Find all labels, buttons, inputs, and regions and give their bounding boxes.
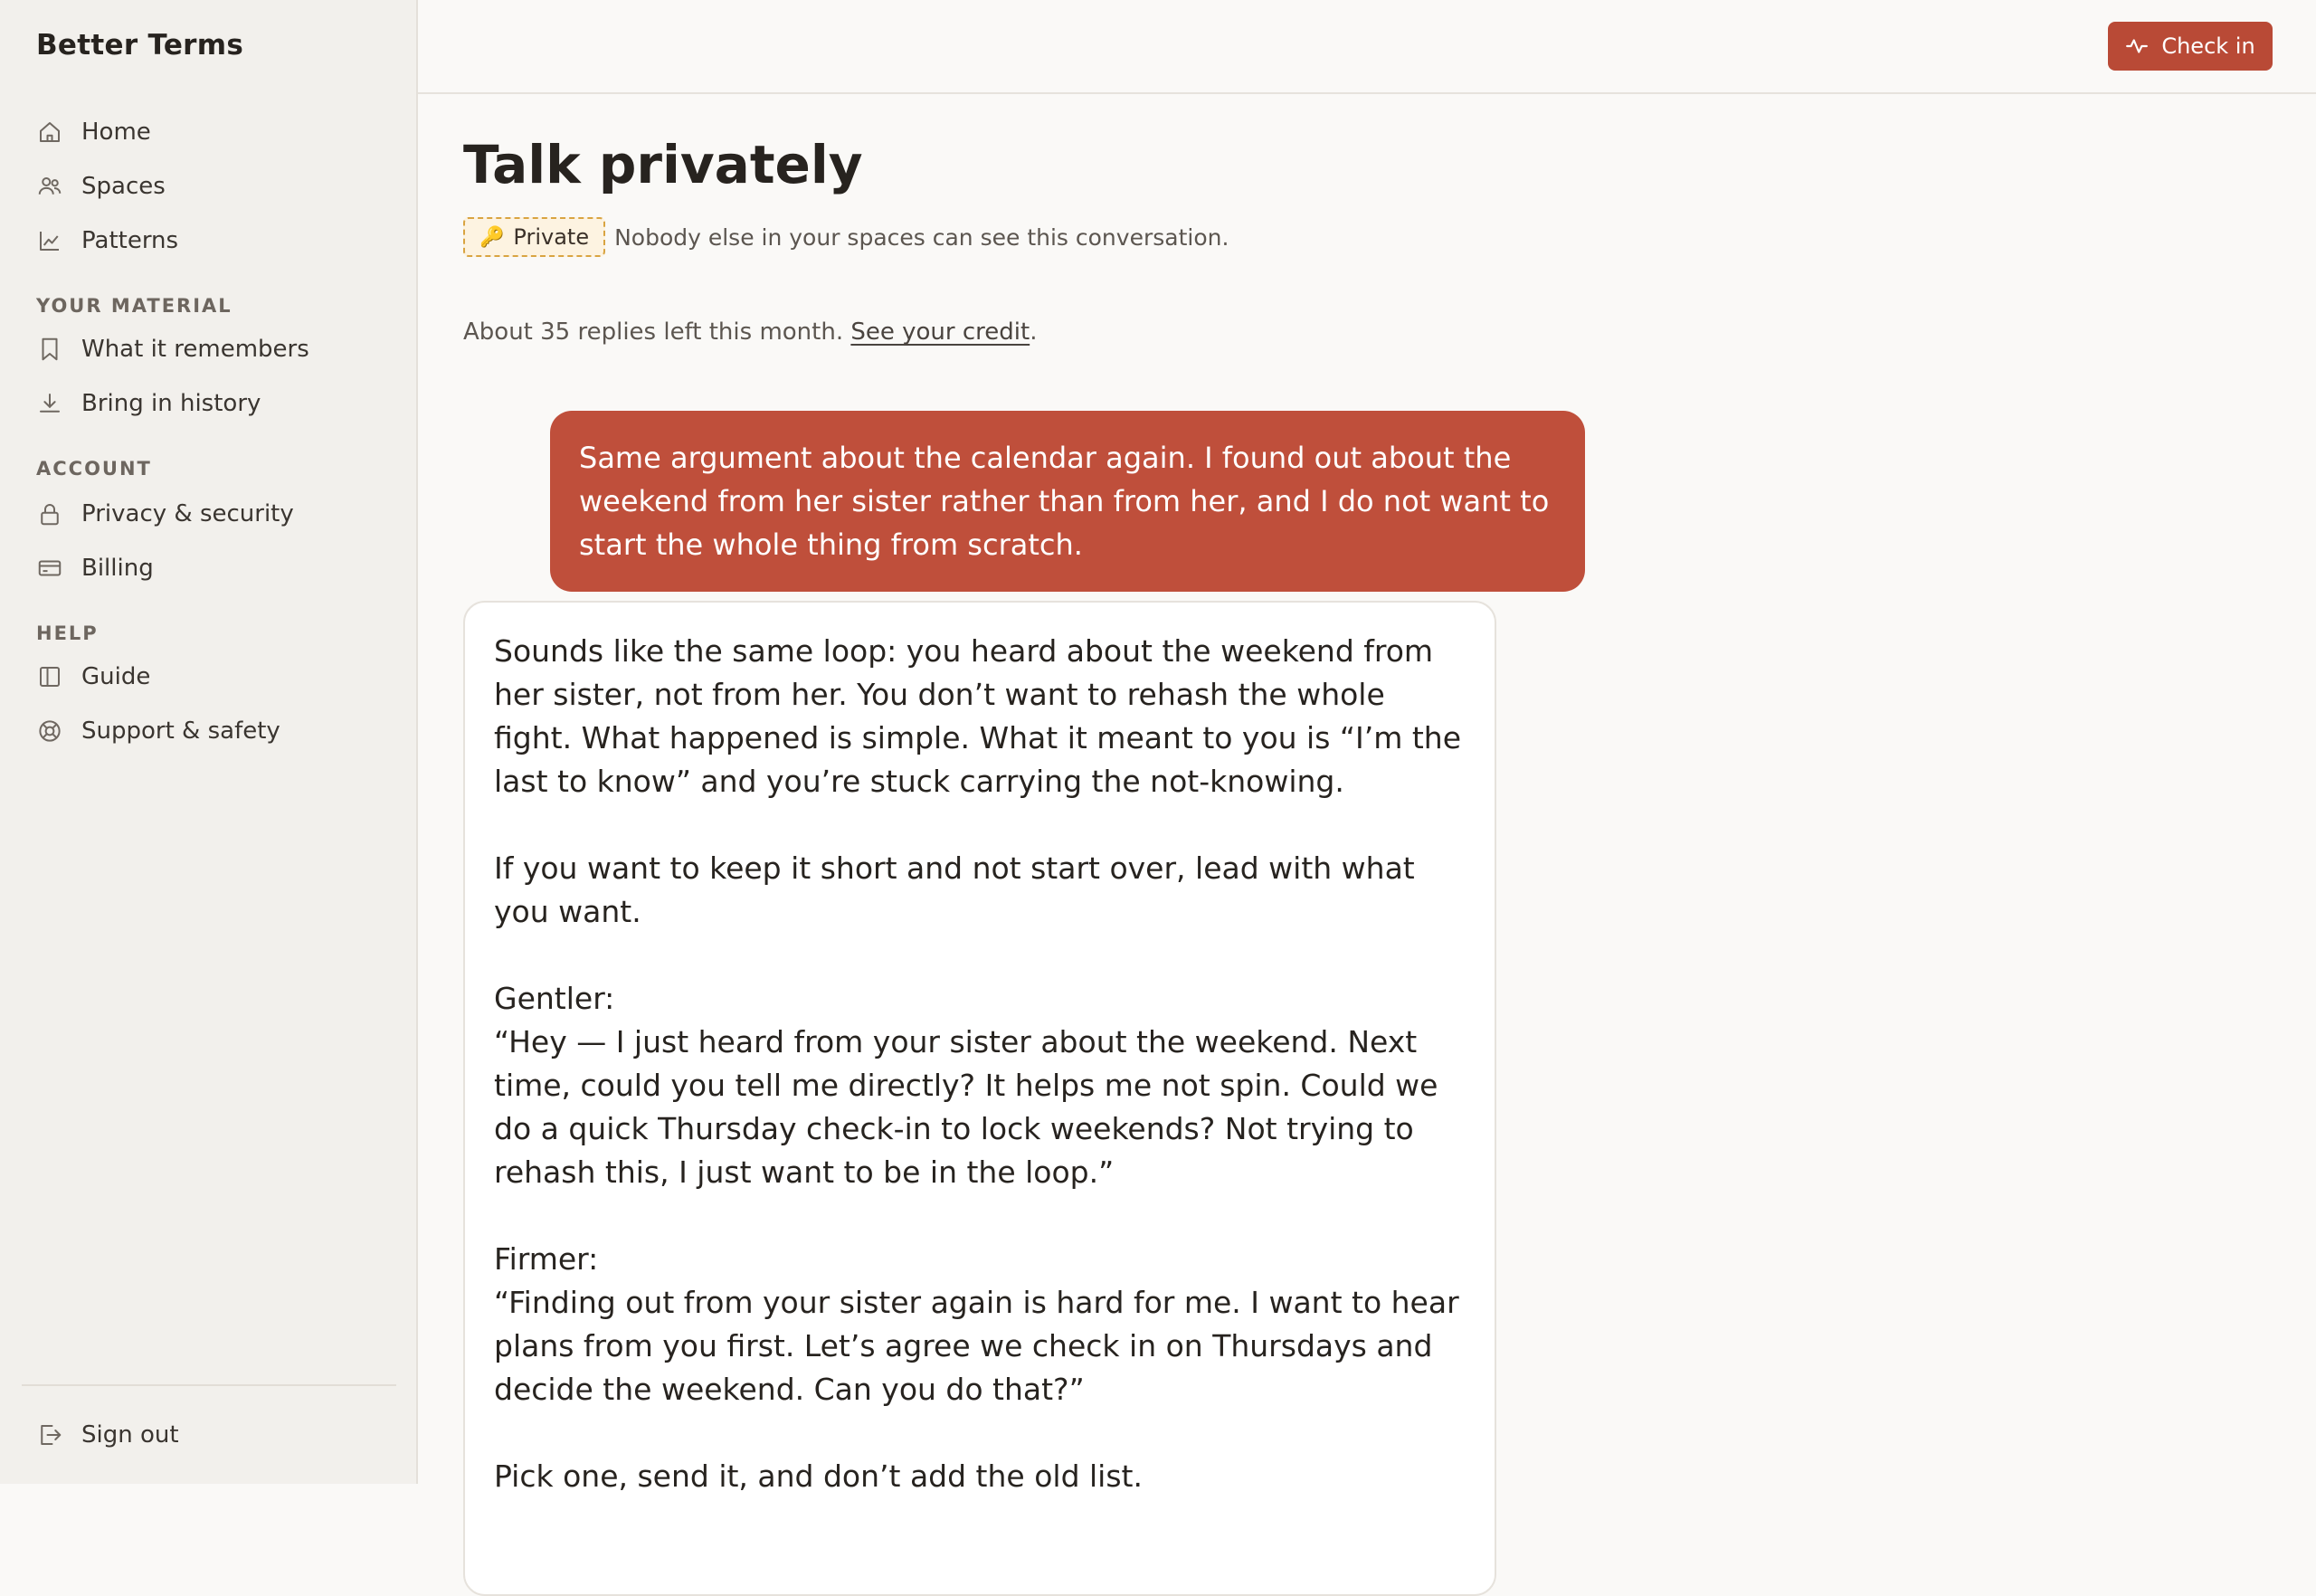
sidebar-item-patterns[interactable] bbox=[36, 219, 398, 262]
privacy-row bbox=[463, 217, 1229, 257]
sidebar-item-label: Billing bbox=[81, 555, 154, 582]
credit-end: . bbox=[1030, 318, 1038, 346]
page-title: Talk privately bbox=[463, 134, 863, 195]
sign-out-button[interactable] bbox=[36, 1413, 398, 1457]
sidebar-item-label: Support & safety bbox=[81, 717, 280, 745]
section-label-account: ACCOUNT bbox=[36, 458, 152, 480]
sidebar-item-label: Guide bbox=[81, 663, 151, 690]
home-icon bbox=[36, 119, 63, 146]
pulse-icon bbox=[2125, 34, 2149, 58]
privacy-note: Nobody else in your spaces can see this conversation. bbox=[614, 223, 1229, 251]
download-icon bbox=[36, 390, 63, 417]
sidebar-item-label: Spaces bbox=[81, 173, 166, 200]
sidebar-item-home[interactable] bbox=[36, 110, 398, 154]
lock-icon bbox=[36, 500, 63, 527]
chart-icon bbox=[36, 227, 63, 254]
top-bar bbox=[418, 0, 2316, 94]
credit-notice bbox=[463, 318, 1037, 346]
app-brand: Better Terms bbox=[36, 29, 244, 62]
see-credit-link[interactable]: See your credit bbox=[850, 318, 1030, 346]
firmer-label: Firmer: bbox=[494, 1241, 599, 1277]
check-in-button[interactable] bbox=[2108, 22, 2273, 71]
reply-closing: Pick one, send it, and don’t add the old list. bbox=[494, 1458, 1143, 1494]
sign-out-icon bbox=[36, 1421, 63, 1449]
check-in-label: Check in bbox=[2161, 33, 2255, 59]
sidebar bbox=[0, 0, 418, 1484]
sidebar-item-label: Privacy & security bbox=[81, 500, 294, 527]
credit-card-icon bbox=[36, 555, 63, 582]
section-label-material: YOUR MATERIAL bbox=[36, 295, 233, 317]
bookmark-icon bbox=[36, 336, 63, 363]
lifebuoy-icon bbox=[36, 717, 63, 745]
reply-paragraph: Sounds like the same loop: you heard about the weekend from her sister, not from her. You don’t want to rehash the whole fight. What happened is simple. What it meant to you is “I’m the last to know” and you’re stuck carrying the not-knowing. bbox=[494, 633, 1462, 799]
sidebar-item-label: What it remembers bbox=[81, 336, 309, 363]
gentler-option: “Hey — I just heard from your sister about the weekend. Next time, could you tell me directly? It helps me not spin. Could we do a quick Thursday check-in to lock weekends? Not trying to rehash this, I just want to be in the loop.” bbox=[494, 1024, 1438, 1190]
book-icon bbox=[36, 663, 63, 690]
sidebar-item-bring-in-history[interactable] bbox=[36, 382, 398, 425]
users-icon bbox=[36, 173, 63, 200]
reply-paragraph: If you want to keep it short and not start over, lead with what you want. bbox=[494, 850, 1415, 929]
private-badge bbox=[463, 217, 605, 257]
section-label-help: HELP bbox=[36, 622, 99, 644]
sidebar-item-privacy-security[interactable] bbox=[36, 492, 398, 536]
sidebar-item-what-it-remembers[interactable] bbox=[36, 328, 398, 371]
sidebar-item-label: Patterns bbox=[81, 227, 179, 254]
firmer-option: “Finding out from your sister again is hard for me. I want to hear plans from you first. Let’s agree we check in on Thursdays and decide the weekend. Can you do that?” bbox=[494, 1285, 1459, 1407]
sidebar-item-label: Home bbox=[81, 119, 151, 146]
sign-out-label: Sign out bbox=[81, 1421, 179, 1449]
assistant-reply-bubble bbox=[463, 601, 1496, 1596]
sidebar-item-label: Bring in history bbox=[81, 390, 261, 417]
key-icon: 🔑 bbox=[479, 225, 505, 249]
credit-text: About 35 replies left this month. bbox=[463, 318, 844, 346]
gentler-label: Gentler: bbox=[494, 981, 615, 1016]
sidebar-item-spaces[interactable] bbox=[36, 165, 398, 208]
private-badge-label: Private bbox=[513, 224, 590, 250]
sidebar-item-billing[interactable] bbox=[36, 546, 398, 590]
sidebar-item-guide[interactable] bbox=[36, 655, 398, 698]
sidebar-item-support-safety[interactable] bbox=[36, 709, 398, 753]
user-message-bubble: Same argument about the calendar again. I found out about the weekend from her sister rather than from her, and I do not want to start the whole thing from scratch. bbox=[550, 411, 1585, 592]
sidebar-divider bbox=[22, 1384, 396, 1386]
